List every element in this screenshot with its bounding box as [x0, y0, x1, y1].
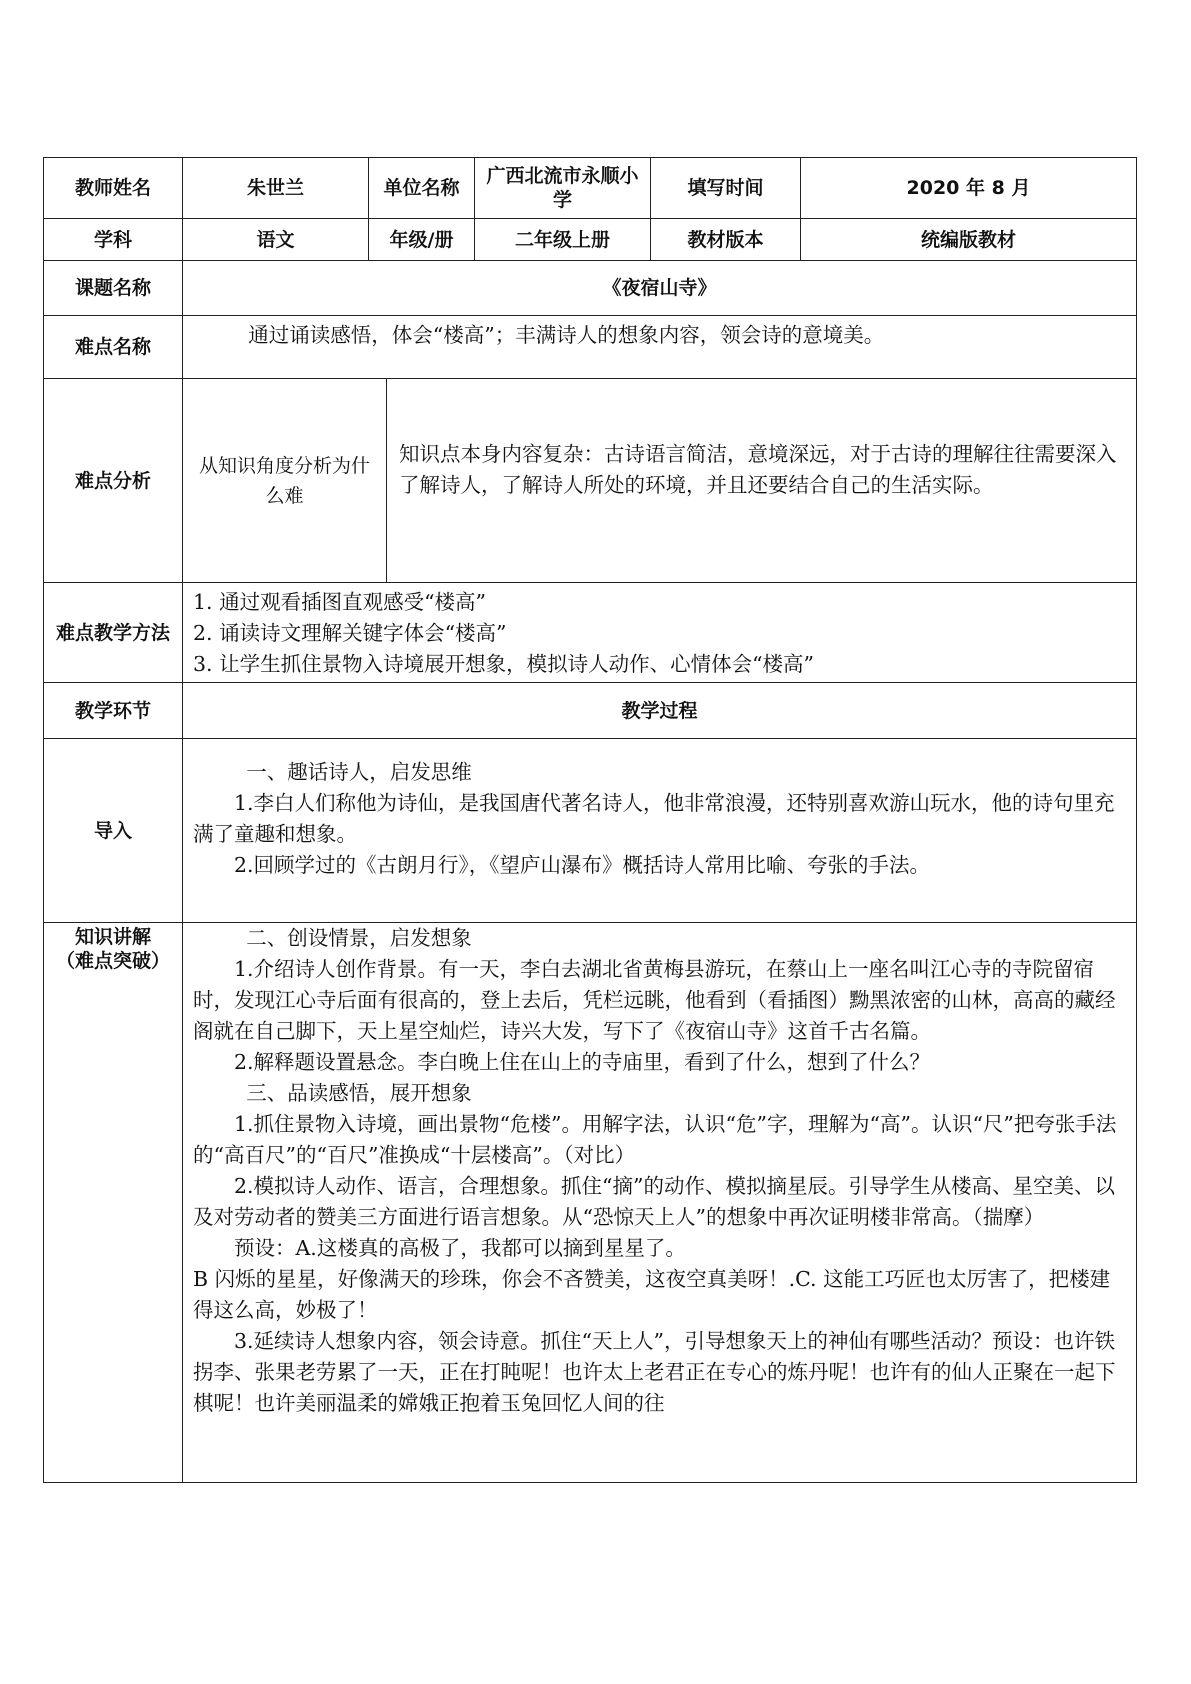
method-label: 难点教学方法	[44, 583, 183, 683]
intro-paragraph: 1.李白人们称他为诗仙，是我国唐代著名诗人，他非常浪漫，还特别喜欢游山玩水，他的诗句里充满了童趣和想象。	[193, 791, 1115, 846]
knowledge-paragraph: B 闪烁的星星，好像满天的珍珠，你会不吝赞美，这夜空真美呀！.C. 这能工巧匠也太厉害了，把楼建得这么高，妙极了！	[193, 1267, 1111, 1322]
knowledge-paragraph: 1.抓住景物入诗境，画出景物“危楼”。用解字法，认识“危”字，理解为“高”。认识“尺”把夸张手法的“高百尺”的“百尺”准换成“十层楼高”。（对比）	[193, 1112, 1117, 1167]
difficulty-label: 难点名称	[44, 316, 183, 379]
intro-paragraph: 2.回顾学过的《古朗月行》，《望庐山瀑布》概括诗人常用比喻、夸张的手法。	[234, 853, 931, 877]
grade-value: 二年级上册	[475, 219, 651, 261]
grade-label: 年级/册	[369, 219, 475, 261]
knowledge-label-line2: （难点突破）	[55, 950, 170, 972]
knowledge-paragraph: 2.模拟诗人动作、语言，合理想象。抓住“摘”的动作、模拟摘星辰。引导学生从楼高、星空美、以及对劳动者的赞美三方面进行语言想象。从“恐惊天上人”的想象中再次证明楼非常高。（揣摩）	[193, 1174, 1116, 1229]
method-list	[183, 583, 1137, 683]
edition-value: 统编版教材	[801, 219, 1137, 261]
method-item: 3. 让学生抓住景物入诗境展开想象，模拟诗人动作、心情体会“楼高”	[193, 652, 815, 676]
subject-label: 学科	[44, 219, 183, 261]
knowledge-paragraph: 1.介绍诗人创作背景。有一天，李白去湖北省黄梅县游玩，在蔡山上一座名叫江心寺的寺院留宿时，发现江心寺后面有很高的，登上去后，凭栏远眺，他看到（看插图）黝黑浓密的山林，高高的藏经阁就在自己脚下，天上星空灿烂，诗兴大发，写下了《夜宿山寺》这首千古名篇。	[193, 957, 1116, 1043]
analysis-value: 知识点本身内容复杂：古诗语言简洁，意境深远，对于古诗的理解往往需要深入了解诗人，了解诗人所处的环境，并且还要结合自己的生活实际。	[399, 442, 1117, 497]
teacher-name-label: 教师姓名	[44, 158, 183, 219]
topic-label: 课题名称	[44, 261, 183, 316]
teacher-name-value: 朱世兰	[183, 158, 369, 219]
knowledge-paragraph: 3.延续诗人想象内容，领会诗意。抓住“天上人”，引导想象天上的神仙有哪些活动？预设：也许铁拐李、张果老劳累了一天，正在打盹呢！也许太上老君正在专心的炼丹呢！也许有的仙人正聚在一起下棋呢！也许美丽温柔的嫦娥正抱着玉兔回忆人间的往	[193, 1329, 1116, 1415]
knowledge-content	[183, 923, 1137, 1483]
intro-content	[183, 739, 1137, 923]
difficulty-value: 通过诵读感悟，体会“楼高”；丰满诗人的想象内容，领会诗的意境美。	[183, 316, 1137, 379]
topic-row	[44, 261, 1137, 316]
process-stage-label: 教学环节	[44, 683, 183, 739]
analysis-content	[183, 379, 1137, 583]
subject-value: 语文	[183, 219, 369, 261]
unit-name-label: 单位名称	[369, 158, 475, 219]
fill-time-label: 填写时间	[651, 158, 801, 219]
edition-label: 教材版本	[651, 219, 801, 261]
unit-name-value: 广西北流市永顺小学	[475, 158, 651, 219]
intro-heading: 一、趣话诗人，启发思维	[246, 760, 472, 784]
knowledge-heading: 二、创设情景，启发想象	[246, 926, 472, 950]
knowledge-paragraph: 预设：A.这楼真的高极了，我都可以摘到星星了。	[234, 1236, 686, 1260]
process-header-row	[44, 683, 1137, 739]
process-label: 教学过程	[183, 683, 1137, 739]
header-row-2	[44, 219, 1137, 261]
difficulty-row	[44, 316, 1137, 379]
knowledge-paragraph: 2.解释题设置悬念。李白晚上住在山上的寺庙里，看到了什么，想到了什么？	[234, 1050, 931, 1074]
topic-value: 《夜宿山寺》	[183, 261, 1137, 316]
header-row-1	[44, 158, 1137, 219]
method-item: 1. 通过观看插图直观感受“楼高”	[193, 590, 487, 614]
method-row	[44, 583, 1137, 683]
knowledge-heading: 三、品读感悟，展开想象	[246, 1081, 472, 1105]
fill-time-value: 2020 年 8 月	[801, 158, 1137, 219]
analysis-label: 难点分析	[44, 379, 183, 583]
lesson-plan-table	[43, 157, 1137, 1483]
knowledge-label	[44, 923, 183, 1483]
method-item: 2. 诵读诗文理解关键字体会“楼高”	[193, 621, 507, 645]
knowledge-label-line1: 知识讲解	[74, 926, 151, 948]
analysis-row	[44, 379, 1137, 583]
analysis-sub-label: 从知识角度分析为什么难	[183, 379, 387, 582]
intro-row	[44, 739, 1137, 923]
knowledge-row	[44, 923, 1137, 1483]
intro-label: 导入	[44, 739, 183, 923]
